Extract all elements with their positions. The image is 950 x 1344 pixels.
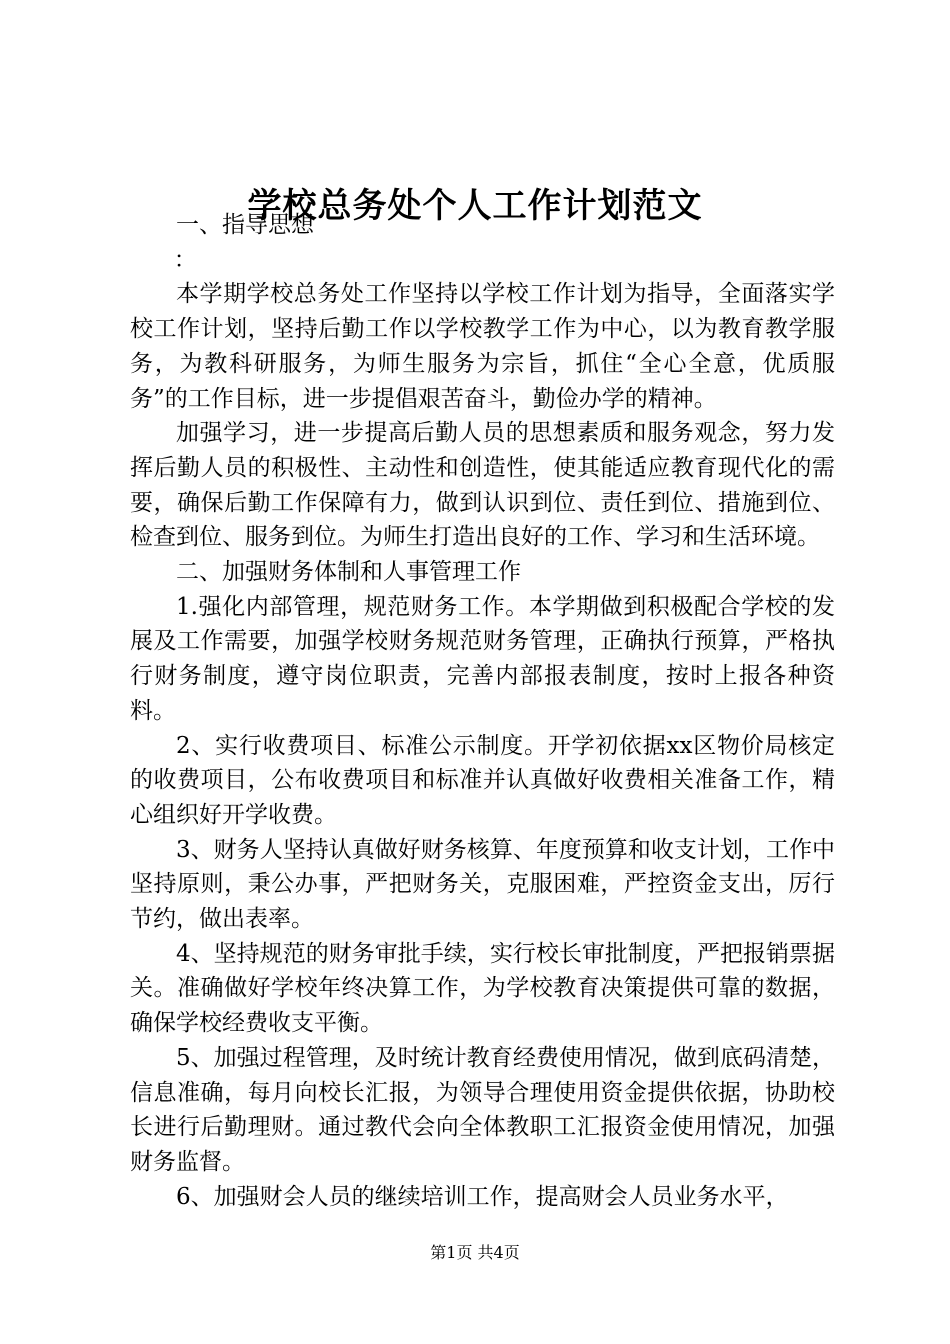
section-heading-finance: 二、加强财务体制和人事管理工作 (176, 559, 521, 586)
colon-line: ： (173, 246, 197, 273)
section-heading-guiding-thought: 一、指导思想 (176, 212, 314, 238)
list-item-3: 3、财务人坚持认真做好财务核算、年度预算和收支计划，工作中坚持原则，秉公办事，严把财务关，克服困难，严控资金支出，厉行节约，做出表率。 (130, 836, 835, 933)
page-indicator: 第1页 共4页 (430, 1243, 520, 1262)
list-item-2: 2、实行收费项目、标准公示制度。开学初依据xx区物价局核定的收费项目，公布收费项目和标准并认真做好收费相关准备工作，精心组织好开学收费。 (130, 732, 835, 828)
paragraph-study: 加强学习，进一步提高后勤人员的思想素质和服务观念，努力发挥后勤人员的积极性、主动性和创造性，使其能适应教育现代化的需要，确保后勤工作保障有力，做到认识到位、责任到位、措施到位、检查到位、服务到位。为师生打造出良好的工作、学习和生活环境。 (130, 420, 835, 551)
list-item-6: 6、加强财会人员的继续培训工作，提高财会人员业务水平， (176, 1183, 789, 1210)
document-title: 学校总务处个人工作计划范文 (247, 186, 703, 226)
paragraph-intro: 本学期学校总务处工作坚持以学校工作计划为指导，全面落实学校工作计划，坚持后勤工作以学校教学工作为中心，以为教育教学服务，为教科研服务，为师生服务为宗旨，抓住“全心全意，优质服务”的工作目标，进一步提倡艰苦奋斗，勤俭办学的精神。 (130, 281, 835, 412)
list-item-1: 1.强化内部管理，规范财务工作。本学期做到积极配合学校的发展及工作需要，加强学校财务规范财务管理，正确执行预算，严格执行财务制度，遵守岗位职责，完善内部报表制度，按时上报各种资料。 (130, 593, 835, 724)
document-body (130, 208, 835, 1214)
list-item-4: 4、坚持规范的财务审批手续，实行校长审批制度，严把报销票据关。准确做好学校年终决算工作，为学校教育决策提供可靠的数据，确保学校经费收支平衡。 (130, 940, 835, 1037)
list-item-5: 5、加强过程管理，及时统计教育经费使用情况，做到底码清楚，信息准确，每月向校长汇报，为领导合理使用资金提供依据，协助校长进行后勤理财。通过教代会向全体教职工汇报资金使用情况，加强财务监督。 (130, 1044, 835, 1175)
